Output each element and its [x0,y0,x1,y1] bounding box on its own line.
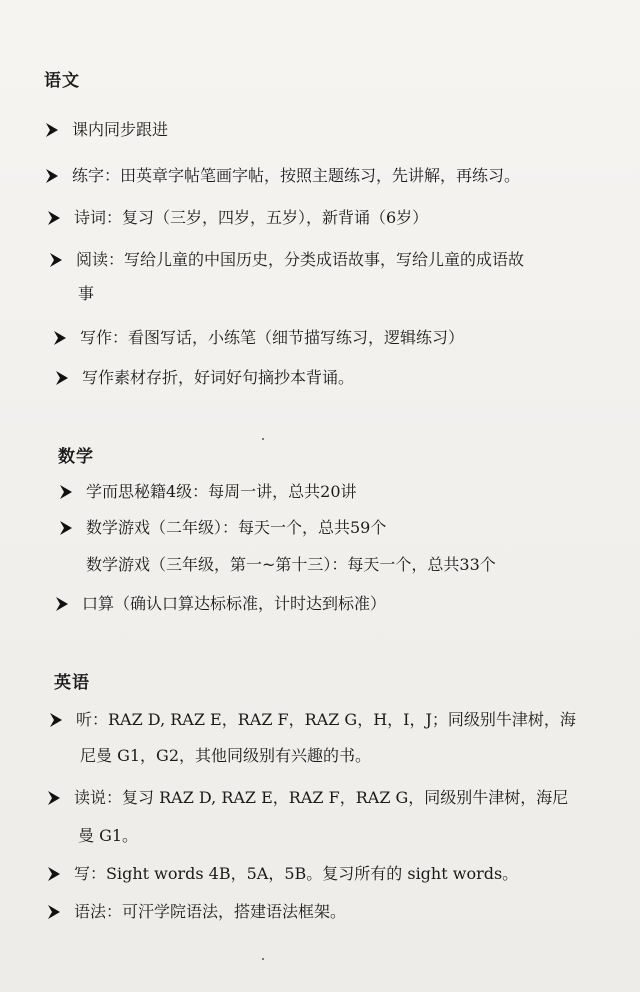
arrow-bullet-icon [48,867,60,881]
list-item-continuation: 曼 G1。 [78,826,139,845]
list-item: 学而思秘籍4级：每周一讲，总共20讲 [60,482,357,502]
section-title-english: 英语 [54,673,90,693]
section-title-math: 数学 [58,447,94,467]
speck [262,438,264,440]
arrow-bullet-icon [46,123,58,137]
speck [262,958,264,960]
list-item: 数学游戏（二年级）：每天一个，总共59个 [60,518,386,538]
list-item: 诗词：复习（三岁，四岁，五岁），新背诵（6岁） [48,208,428,228]
list-item-continuation: 数学游戏（三年级，第一~第十三）：每天一个，总共33个 [86,555,496,574]
list-item: 语法：可汗学院语法，搭建语法框架。 [48,902,346,922]
list-item: 写：Sight words 4B，5A，5B。复习所有的 sight words。 [48,864,518,884]
arrow-bullet-icon [48,791,60,805]
list-item: 口算（确认口算达标标准，计时达到标准） [56,594,386,614]
list-item: 听：RAZ D, RAZ E，RAZ F，RAZ G，H，I，J；同级别牛津树，海 [50,710,576,730]
list-item-continuation: 尼曼 G1，G2，其他同级别有兴趣的书。 [80,746,372,765]
list-item: 写作：看图写话，小练笔（细节描写练习，逻辑练习） [54,328,464,348]
list-item: 读说：复习 RAZ D, RAZ E，RAZ F，RAZ G，同级别牛津树，海尼 [48,788,568,808]
list-item: 课内同步跟进 [46,120,168,140]
list-item-continuation: 事 [78,284,95,303]
list-item: 写作素材存折，好词好句摘抄本背诵。 [56,368,354,388]
arrow-bullet-icon [50,713,62,727]
arrow-bullet-icon [60,485,72,499]
list-item: 练字：田英章字帖笔画字帖，按照主题练习，先讲解，再练习。 [46,166,520,186]
arrow-bullet-icon [48,211,60,225]
arrow-bullet-icon [60,521,72,535]
arrow-bullet-icon [46,169,58,183]
arrow-bullet-icon [54,331,66,345]
list-item: 阅读：写给儿童的中国历史，分类成语故事，写给儿童的成语故 [50,250,524,270]
arrow-bullet-icon [48,905,60,919]
section-title-chinese: 语文 [44,71,80,91]
arrow-bullet-icon [56,597,68,611]
arrow-bullet-icon [56,371,68,385]
arrow-bullet-icon [50,253,62,267]
